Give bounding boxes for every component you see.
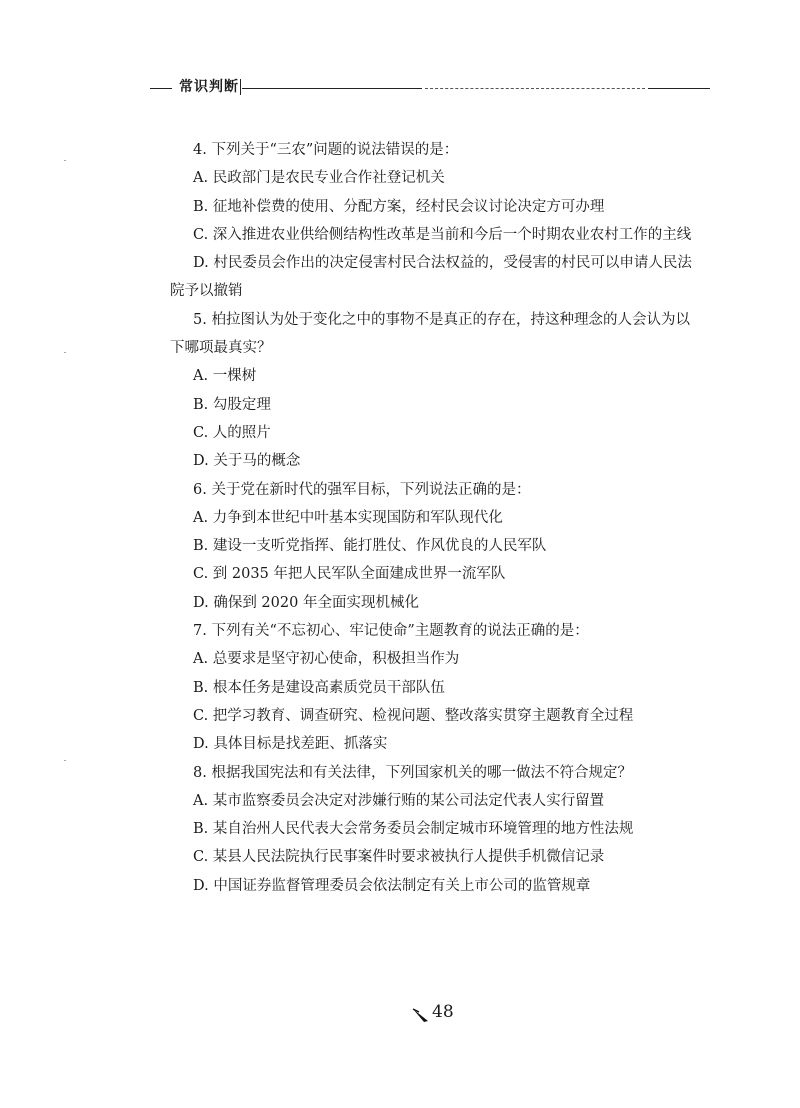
question-4-option-a: A. 民政部门是农民专业合作社登记机关 bbox=[193, 170, 445, 187]
question-6-stem: 6. 关于党在新时代的强军目标，下列说法正确的是： bbox=[193, 481, 531, 498]
question-5-stem-cont: 下哪项最真实？ bbox=[170, 340, 272, 357]
question-5-option-b: B. 勾股定理 bbox=[193, 396, 271, 413]
header-rule-end bbox=[648, 88, 710, 89]
question-5-option-c: C. 人的照片 bbox=[193, 424, 271, 441]
question-8-stem: 8. 根据我国宪法和有关法律，下列国家机关的哪一做法不符合规定？ bbox=[193, 764, 632, 781]
header-rule-dashed bbox=[425, 88, 645, 89]
question-4-option-b: B. 征地补偿费的使用、分配方案，经村民会议讨论决定方可办理 bbox=[193, 198, 605, 215]
question-7-stem: 7. 下列有关“不忘初心、牢记使命”主题教育的说法正确的是： bbox=[193, 623, 589, 640]
question-5-option-d: D. 关于马的概念 bbox=[193, 453, 301, 470]
section-title: 常识判断 bbox=[176, 76, 242, 96]
question-4-option-c: C. 深入推进农业供给侧结构性改革是当前和今后一个时期农业农村工作的主线 bbox=[193, 226, 692, 243]
scan-speck bbox=[64, 760, 66, 761]
question-6-option-a: A. 力争到本世纪中叶基本实现国防和军队现代化 bbox=[193, 509, 503, 526]
question-7-option-c: C. 把学习教育、调查研究、检视问题、整改落实贯穿主题教育全过程 bbox=[193, 707, 634, 724]
question-8-option-c: C. 某县人民法院执行民事案件时要求被执行人提供手机微信记录 bbox=[193, 849, 605, 866]
quill-icon bbox=[412, 1006, 432, 1024]
question-4-option-d-cont: 院予以撤销 bbox=[170, 283, 243, 300]
question-7-option-d: D. 具体目标是找差距、抓落实 bbox=[193, 736, 388, 753]
scan-speck bbox=[64, 352, 66, 353]
question-5-stem: 5. 柏拉图认为处于变化之中的事物不是真正的存在，持这种理念的人会认为以 bbox=[193, 311, 690, 328]
question-text bbox=[170, 136, 730, 900]
page-number: 48 bbox=[432, 1002, 454, 1022]
question-6-option-c: C. 到 2035 年把人民军队全面建成世界一流军队 bbox=[193, 566, 506, 583]
header-rule-left bbox=[150, 88, 172, 89]
scan-speck bbox=[64, 160, 66, 161]
question-8-option-d: D. 中国证券监督管理委员会依法制定有关上市公司的监管规章 bbox=[193, 877, 591, 894]
header-rule-right bbox=[242, 88, 422, 89]
question-8-option-a: A. 某市监察委员会决定对涉嫌行贿的某公司法定代表人实行留置 bbox=[193, 792, 605, 809]
question-7-option-b: B. 根本任务是建设高素质党员干部队伍 bbox=[193, 679, 445, 696]
question-6-option-b: B. 建设一支听党指挥、能打胜仗、作风优良的人民军队 bbox=[193, 538, 547, 555]
question-7-option-a: A. 总要求是坚守初心使命，积极担当作为 bbox=[193, 651, 460, 668]
question-8-option-b: B. 某自治州人民代表大会常务委员会制定城市环境管理的地方性法规 bbox=[193, 821, 634, 838]
page-footer bbox=[0, 1000, 800, 1030]
question-4-option-d: D. 村民委员会作出的决定侵害村民合法权益的，受侵害的村民可以申请人民法 bbox=[193, 255, 692, 272]
question-6-option-d: D. 确保到 2020 年全面实现机械化 bbox=[193, 594, 419, 611]
question-5-option-a: A. 一棵树 bbox=[193, 368, 257, 385]
header-tick bbox=[240, 79, 241, 95]
page-header bbox=[0, 68, 800, 98]
question-4-stem: 4. 下列关于“三农”问题的说法错误的是： bbox=[193, 142, 459, 158]
